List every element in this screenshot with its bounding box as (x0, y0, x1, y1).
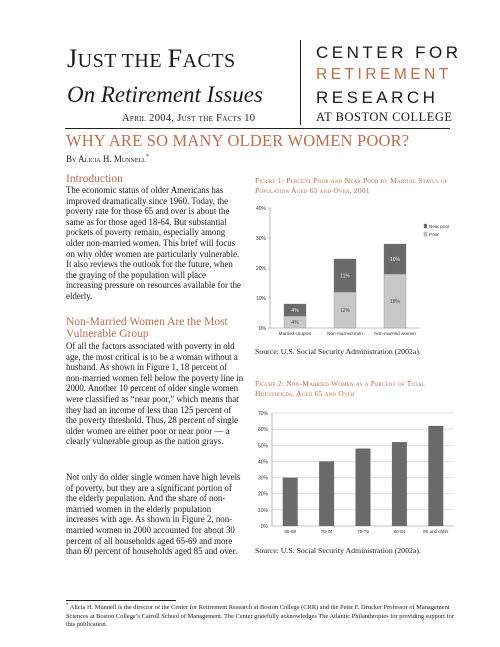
body-paragraph-1: Of all the factors associated with poverty in old age, the most critical is to be a woman without a husband. As shown in Figure 1, 18 percent of non-married women fell below the poverty line in 2000. Another 10 percent of older single women were classified as “near poor,” which means that they had an income of less than 125 percent of the poverty threshold. Thus, 28 percent of single older women are either poor or near poor — a clearly vulnerable group as the nation grays. (66, 341, 244, 447)
figure1-data-label: 12% (339, 308, 351, 314)
header-divider (300, 40, 301, 125)
figure2-ytick-label: 40% (257, 459, 268, 466)
figure2-ytick-label: 10% (257, 507, 268, 514)
figure2-title: Figure 2: Non-Married Women as a Percent of Total Households, Aged 65 and Over (255, 379, 426, 398)
figure2-bar (283, 478, 298, 526)
figure1-legend-swatch (424, 224, 427, 228)
figure1-title: Figure 1: Percent Poor and Near Poor by Marital Status of Population Aged 65 and Over, 2001 (255, 176, 448, 195)
figure1-ytick-label: 40% (255, 206, 266, 212)
figure2-category-label: 70-74 (320, 529, 333, 534)
figure2-ytick-label: 70% (257, 411, 268, 417)
section-heading-introduction: Introduction (66, 173, 123, 185)
center-name-line3: RESEARCH (316, 88, 439, 107)
figure1-legend-swatch (424, 232, 427, 236)
figure1-data-label: 4% (291, 308, 299, 314)
author-byline: By Alicia H. Munnell* (66, 154, 149, 164)
body-paragraph-2: Not only do older single women have high levels of poverty, but they are a significant portion of the elderly population. And the share of non-married women in the elderly population increases with age. As shown in Figure 2, non-married women in 2000 accounted for about 30 percent of all households aged 65-69 and more than 60 percent of households aged 85 and over. (66, 472, 241, 557)
figure1-data-label: 4% (291, 320, 299, 326)
figure1-ytick-label: 30% (255, 236, 266, 242)
figure1-category-label: Married couples (278, 331, 312, 336)
figure1-data-label: 10% (389, 257, 401, 263)
figure2-category-label: 65-69 (284, 529, 297, 534)
figure2-category-label: 75-79 (357, 529, 369, 534)
figure2-ytick-label: 60% (257, 427, 268, 434)
figure2-bar (356, 449, 371, 526)
series-subtitle: On Retirement Issues (67, 82, 263, 107)
section-heading-non-married: Non-Married Women Are the Most Vulnerable Group (66, 316, 228, 340)
figure2-source: Source: U.S. Social Security Administration (2002a). (255, 546, 421, 555)
figure1-category-label: Non-married women (374, 331, 416, 336)
figure2-bar (319, 461, 334, 526)
series-title: JUST THE FACTS (67, 44, 236, 73)
footnote-rule (66, 600, 176, 601)
figure1-legend-label: Near poor (429, 224, 450, 229)
figure2-category-label: 85 and older (423, 529, 449, 534)
figure2-bar (428, 426, 443, 526)
center-name-line1: CENTER FOR (316, 43, 462, 62)
figure2-ytick-label: 0% (260, 524, 268, 530)
figure2-ytick-label: 50% (257, 443, 268, 450)
figure1-source: Source: U.S. Social Security Administration (2002a). (255, 347, 421, 356)
figure1-legend-label: Poor (429, 232, 439, 237)
figure1-category-label: Non-married men (327, 331, 363, 336)
figure1-data-label: 11% (340, 273, 350, 280)
footnote: * Alicia H. Munnell is the director of the Center for Retirement Research at Boston College (CRR) and the Peter F. Drucker Professor of Management Sciences at Boston College’s Carroll School of Management. The Center gratefully acknowledges The Atlantic Philanthropies for providing support for this publication. (66, 603, 454, 629)
figure2-ytick-label: 20% (257, 491, 268, 498)
intro-paragraph: The economic status of older Americans has improved dramatically since 1960. Today, the poverty rate for those 65 and over is about the same as for those aged 18-64. But substantial pockets of poverty remain, especially among older non-married women. This brief will focus on why older women are particularly vulnerable. It also reviews the outlook for the future, when the graying of the population will place increasing pressure on resources available for the elderly. (66, 185, 241, 301)
article-title: WHY ARE SO MANY OLDER WOMEN POOR? (66, 131, 410, 150)
center-name-line4: AT BOSTON COLLEGE (316, 110, 453, 124)
figure2-category-label: 80-84 (393, 529, 406, 534)
figure1-ytick-label: 10% (255, 296, 266, 302)
center-name-line2: RETIREMENT (316, 66, 452, 83)
figure2-bar (392, 442, 407, 526)
figure1-chart (252, 203, 457, 338)
figure1-data-label: 18% (389, 299, 401, 305)
figure1-ytick-label: 20% (255, 266, 266, 272)
figure2-ytick-label: 30% (257, 475, 268, 482)
title-rule (65, 128, 450, 129)
figure2-chart (252, 407, 457, 539)
issue-date: April 2004, Just the Facts 10 (122, 113, 256, 124)
figure1-ytick-label: 0% (258, 326, 266, 332)
